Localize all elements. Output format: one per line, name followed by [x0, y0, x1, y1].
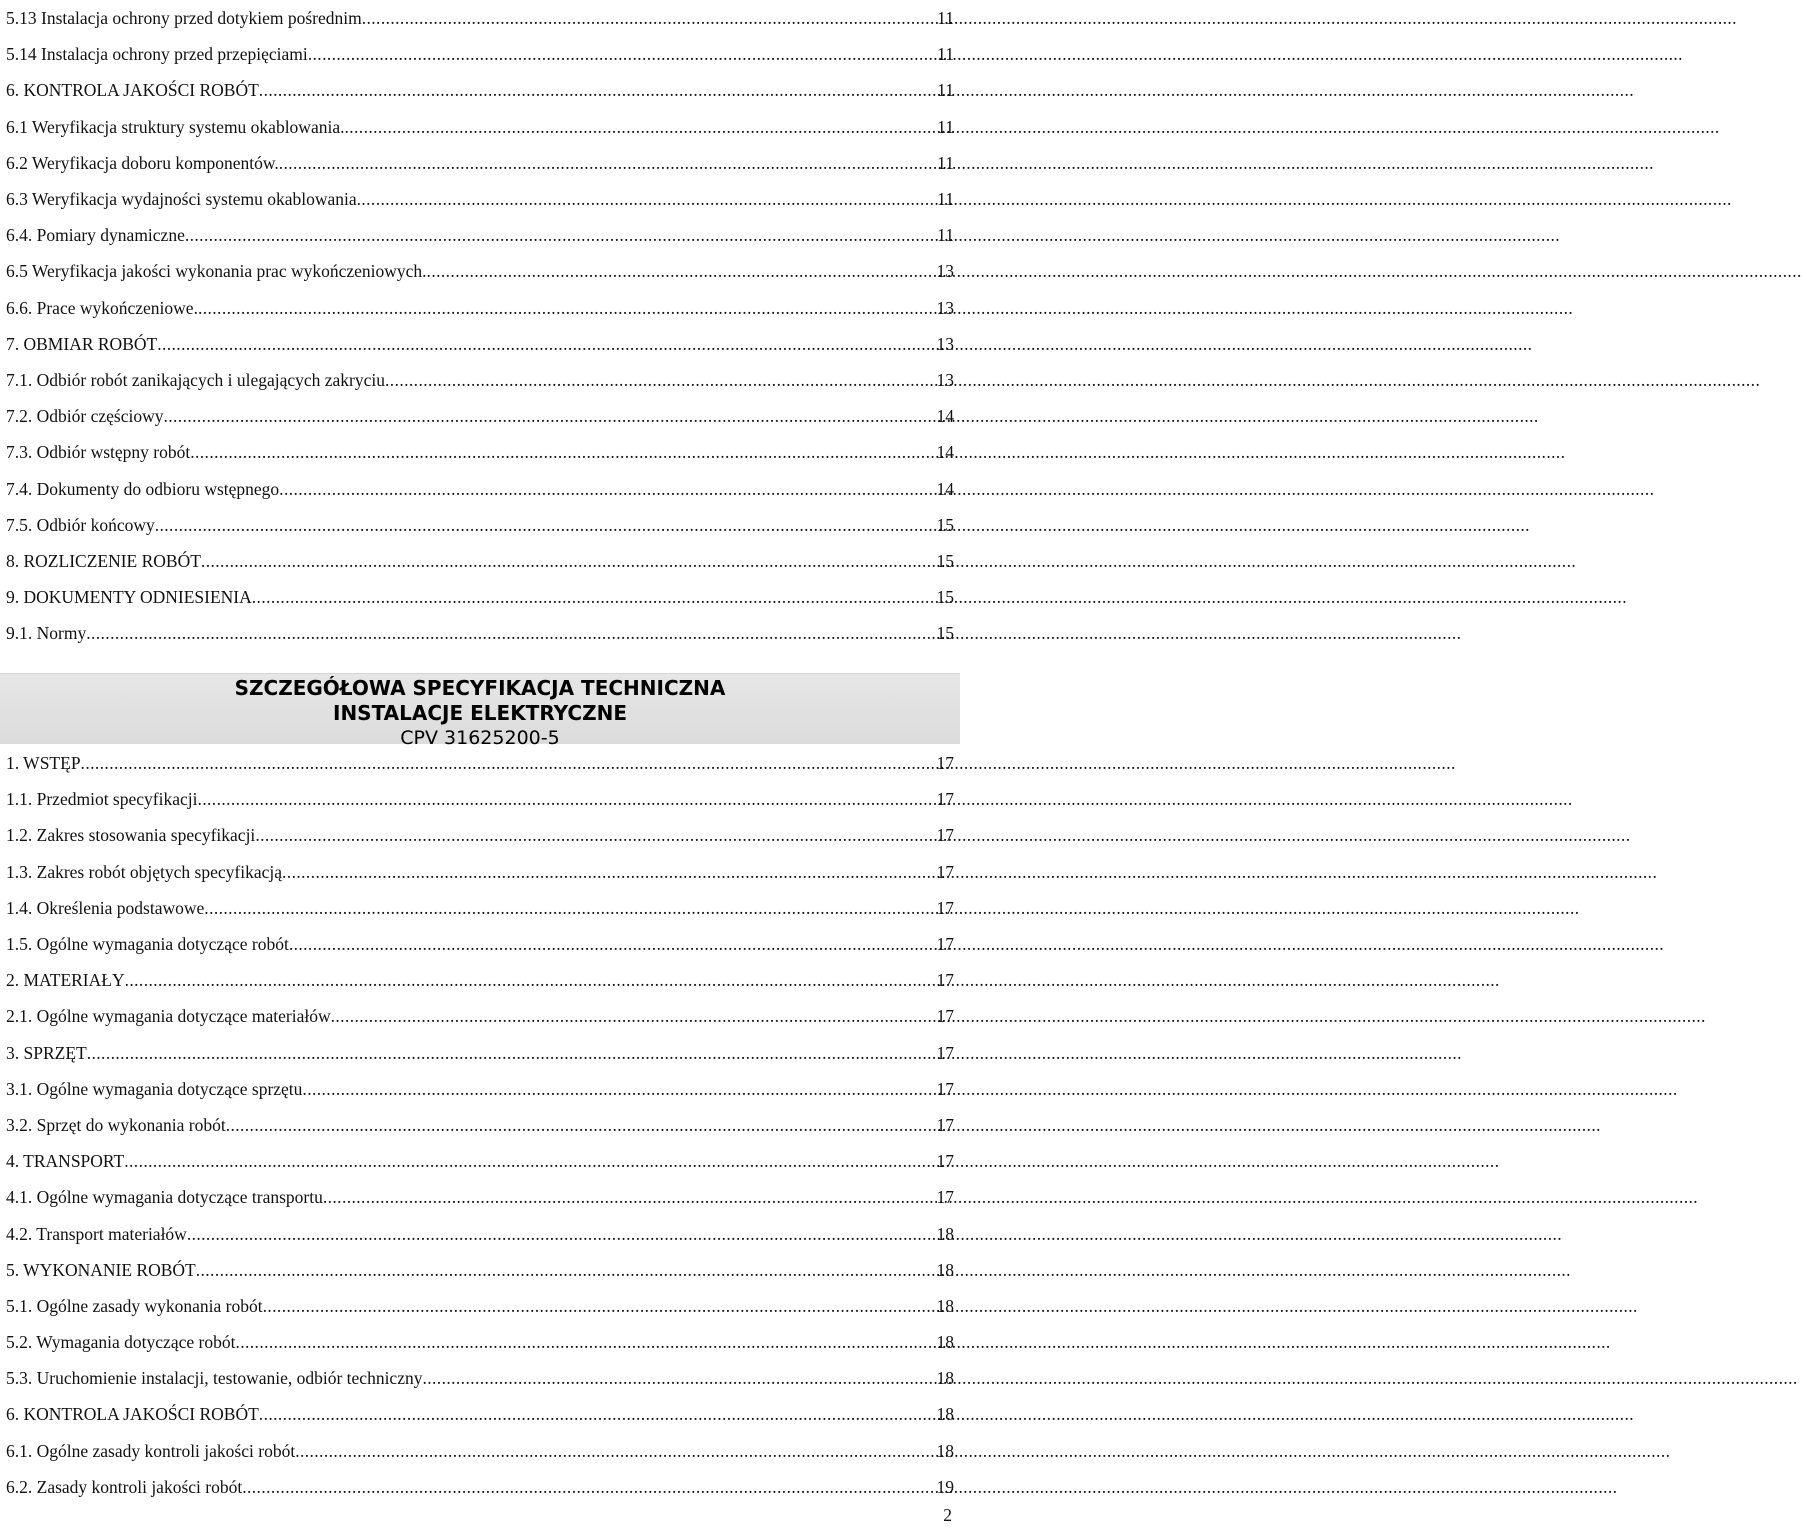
toc-dot-leader [235, 1332, 935, 1352]
toc-entry-title: 6.5 Weryfikacja jakości wykonania prac wykończeniowych. [6, 261, 427, 282]
toc-entry-page-number: 17 [936, 970, 954, 991]
toc-entry[interactable] [6, 1107, 954, 1143]
toc-dot-leader [344, 117, 936, 137]
toc-entry-title: 1.2. Zakres stosowania specyfikacji [6, 825, 256, 846]
toc-entry-page-number: 17 [936, 1078, 954, 1099]
toc-entry[interactable] [6, 290, 954, 326]
toc-entry[interactable] [6, 1071, 954, 1107]
page-number: 2 [943, 1505, 952, 1525]
toc-entry[interactable] [6, 470, 954, 506]
toc-dot-leader [187, 1224, 936, 1244]
toc-entry-title: 7.3. Odbiór wstępny robót [6, 442, 191, 463]
toc-dot-leader [86, 623, 935, 643]
specification-header-banner [0, 673, 960, 749]
toc-entry-title: 6.1 Weryfikacja struktury systemu okablowania. [6, 116, 345, 137]
toc-dot-leader [422, 1368, 935, 1388]
toc-entry-page-number: 11 [937, 189, 954, 210]
toc-entry-page-number: 17 [936, 1187, 954, 1208]
toc-entry[interactable] [6, 1215, 954, 1251]
toc-dot-leader [357, 189, 937, 209]
toc-dot-leader [385, 370, 935, 390]
toc-dot-leader [242, 1477, 935, 1497]
toc-entry-page-number: 15 [936, 514, 954, 535]
toc-entry[interactable] [6, 1179, 954, 1215]
toc-entry-title: 1. WSTĘP [6, 753, 81, 774]
toc-entry[interactable] [6, 962, 954, 998]
toc-entry-title: 6. KONTROLA JAKOŚCI ROBÓT [6, 1404, 259, 1425]
toc-entry[interactable] [6, 579, 954, 615]
toc-dot-leader [362, 8, 936, 28]
toc-entry-page-number: 13 [936, 333, 954, 354]
toc-entry[interactable] [6, 890, 954, 926]
table-of-contents-upper [6, 0, 954, 651]
toc-entry-title: 4. TRANSPORT [6, 1151, 125, 1172]
toc-entry-title: 2.1. Ogólne wymagania dotyczące materiałów [6, 1006, 331, 1027]
toc-entry-page-number: 15 [936, 550, 954, 571]
toc-entry-page-number: 17 [936, 1006, 954, 1027]
toc-dot-leader [190, 442, 935, 462]
toc-dot-leader [427, 261, 936, 281]
toc-entry[interactable] [6, 507, 954, 543]
toc-dot-leader [255, 825, 935, 845]
toc-dot-leader [302, 1079, 935, 1099]
toc-entry-page-number: 18 [936, 1440, 954, 1461]
toc-entry-page-number: 14 [936, 478, 954, 499]
toc-dot-leader [323, 1187, 936, 1207]
toc-entry-title: 6.1. Ogólne zasady kontroli jakości robót [6, 1440, 296, 1461]
toc-entry-title: 6.3 Weryfikacja wydajności systemu okablowania [6, 189, 357, 210]
toc-entry-title: 6.6. Prace wykończeniowe. [6, 297, 198, 318]
toc-entry-title: 9. DOKUMENTY ODNIESIENIA [6, 587, 252, 608]
toc-entry-page-number: 17 [936, 1042, 954, 1063]
toc-dot-leader [157, 334, 935, 354]
toc-dot-leader [226, 1115, 936, 1135]
toc-entry-page-number: 14 [936, 406, 954, 427]
toc-entry-page-number: 18 [936, 1223, 954, 1244]
toc-entry-page-number: 13 [936, 261, 954, 282]
toc-entry-page-number: 17 [936, 753, 954, 774]
toc-entry-title: 1.3. Zakres robót objętych specyfikacją [6, 861, 283, 882]
toc-entry-page-number: 14 [936, 442, 954, 463]
toc-entry[interactable] [6, 1324, 954, 1360]
toc-entry-title: 5.3. Uruchomienie instalacji, testowanie, odbiór techniczny [6, 1368, 423, 1389]
toc-entry-title: 1.5. Ogólne wymagania dotyczące robót [6, 934, 289, 955]
toc-entry[interactable] [6, 398, 954, 434]
toc-entry[interactable] [6, 362, 954, 398]
toc-entry[interactable] [6, 109, 954, 145]
toc-entry-title: 5.13 Instalacja ochrony przed dotykiem pośrednim [6, 8, 362, 29]
toc-entry-title: 7.2. Odbiór częściowy [6, 406, 164, 427]
toc-entry-page-number: 11 [937, 8, 954, 29]
toc-entry-title: 5.1. Ogólne zasady wykonania robót [6, 1295, 263, 1316]
toc-entry-title: 7.1. Odbiór robót zanikających i ulegających zakryciu [6, 369, 386, 390]
toc-dot-leader [295, 1441, 935, 1461]
toc-entry[interactable] [6, 817, 954, 853]
toc-entry-title: 2. MATERIAŁY [6, 970, 125, 991]
toc-dot-leader [196, 1260, 936, 1280]
table-of-contents-lower [6, 745, 954, 1505]
toc-dot-leader [87, 1043, 936, 1063]
toc-entry-page-number: 18 [936, 1368, 954, 1389]
toc-entry[interactable] [6, 1396, 954, 1432]
toc-entry[interactable] [6, 543, 954, 579]
toc-entry-page-number: 11 [937, 80, 954, 101]
toc-entry-page-number: 17 [936, 1151, 954, 1172]
toc-dot-leader [289, 934, 936, 954]
toc-entry-title: 8. ROZLICZENIE ROBÓT [6, 550, 201, 571]
toc-entry[interactable] [6, 998, 954, 1034]
toc-entry-page-number: 11 [937, 44, 954, 65]
toc-entry-title: 3.1. Ogólne wymagania dotyczące sprzętu [6, 1078, 303, 1099]
toc-dot-leader [155, 515, 936, 535]
toc-entry-title: 7.4. Dokumenty do odbioru wstępnego [6, 478, 280, 499]
toc-dot-leader [198, 298, 936, 318]
toc-entry-page-number: 15 [936, 587, 954, 608]
toc-entry-page-number: 18 [936, 1295, 954, 1316]
toc-entry-title: 6.4. Pomiary dynamiczne [6, 225, 185, 246]
toc-dot-leader [81, 753, 936, 773]
toc-entry-title: 5.2. Wymagania dotyczące robót [6, 1332, 236, 1353]
toc-entry-title: 3. SPRZĘT [6, 1042, 87, 1063]
toc-entry-page-number: 18 [936, 1332, 954, 1353]
toc-entry[interactable] [6, 1035, 954, 1071]
toc-dot-leader [259, 1404, 936, 1424]
toc-entry-page-number: 15 [936, 623, 954, 644]
toc-dot-leader [163, 406, 935, 426]
toc-entry-title: 3.2. Sprzęt do wykonania robót [6, 1114, 226, 1135]
toc-dot-leader [252, 587, 936, 607]
cpv-code: CPV 31625200-5 [400, 727, 560, 749]
toc-entry-title: 6. KONTROLA JAKOŚCI ROBÓT [6, 80, 259, 101]
toc-entry-page-number: 11 [937, 225, 954, 246]
toc-entry-title: 1.4. Określenia podstawowe [6, 897, 205, 918]
toc-entry[interactable] [6, 615, 954, 651]
toc-entry[interactable] [6, 1143, 954, 1179]
toc-entry-page-number: 11 [937, 152, 954, 173]
toc-entry-page-number: 13 [936, 369, 954, 390]
toc-entry[interactable] [6, 0, 954, 36]
toc-dot-leader [259, 80, 936, 100]
toc-dot-leader [201, 551, 936, 571]
toc-entry[interactable] [6, 434, 954, 470]
toc-entry-page-number: 11 [937, 116, 954, 137]
toc-entry[interactable] [6, 145, 954, 181]
toc-entry-page-number: 17 [936, 861, 954, 882]
toc-entry-title: 6.2. Zasady kontroli jakości robót [6, 1476, 243, 1497]
toc-dot-leader [197, 789, 935, 809]
toc-entry-title: 7.5. Odbiór końcowy [6, 514, 155, 535]
toc-entry[interactable] [6, 326, 954, 362]
toc-entry-title: 4.2. Transport materiałów [6, 1223, 187, 1244]
toc-entry[interactable] [6, 926, 954, 962]
toc-entry[interactable] [6, 1433, 954, 1469]
toc-dot-leader [204, 898, 935, 918]
toc-entry[interactable] [6, 181, 954, 217]
toc-entry[interactable] [6, 36, 954, 72]
toc-entry-title: 9.1. Normy [6, 623, 87, 644]
toc-entry-title: 7. OBMIAR ROBÓT [6, 333, 158, 354]
toc-dot-leader [308, 44, 936, 64]
toc-dot-leader [279, 479, 935, 499]
toc-entry-page-number: 17 [936, 825, 954, 846]
toc-entry[interactable] [6, 1288, 954, 1324]
toc-entry-title: 5. WYKONANIE ROBÓT [6, 1259, 196, 1280]
toc-entry[interactable] [6, 72, 954, 108]
specification-title: SZCZEGÓŁOWA SPECYFIKACJA TECHNICZNA [234, 676, 726, 700]
toc-entry-page-number: 17 [936, 1114, 954, 1135]
toc-entry[interactable] [6, 1252, 954, 1288]
toc-entry[interactable] [6, 253, 954, 289]
toc-entry-page-number: 17 [936, 897, 954, 918]
toc-dot-leader [279, 153, 936, 173]
toc-dot-leader [263, 1296, 936, 1316]
toc-entry[interactable] [6, 781, 954, 817]
toc-entry-page-number: 18 [936, 1404, 954, 1425]
toc-dot-leader [125, 970, 936, 990]
toc-entry-page-number: 17 [936, 789, 954, 810]
toc-entry-page-number: 18 [936, 1259, 954, 1280]
toc-entry-page-number: 17 [936, 934, 954, 955]
toc-entry[interactable] [6, 854, 954, 890]
toc-dot-leader [282, 862, 935, 882]
toc-entry[interactable] [6, 217, 954, 253]
toc-dot-leader [124, 1151, 935, 1171]
toc-entry-title: 5.14 Instalacja ochrony przed przepięciami [6, 44, 308, 65]
toc-entry-page-number: 19 [936, 1476, 954, 1497]
specification-subtitle: INSTALACJE ELEKTRYCZNE [333, 701, 627, 725]
toc-entry[interactable] [6, 1360, 954, 1396]
toc-dot-leader [185, 225, 936, 245]
toc-entry[interactable] [6, 745, 954, 781]
toc-entry[interactable] [6, 1469, 954, 1505]
toc-entry-title: 6.2 Weryfikacja doboru komponentów. [6, 152, 279, 173]
toc-entry-title: 1.1. Przedmiot specyfikacji [6, 789, 198, 810]
toc-entry-page-number: 13 [936, 297, 954, 318]
toc-dot-leader [331, 1006, 936, 1026]
toc-entry-title: 4.1. Ogólne wymagania dotyczące transportu [6, 1187, 323, 1208]
